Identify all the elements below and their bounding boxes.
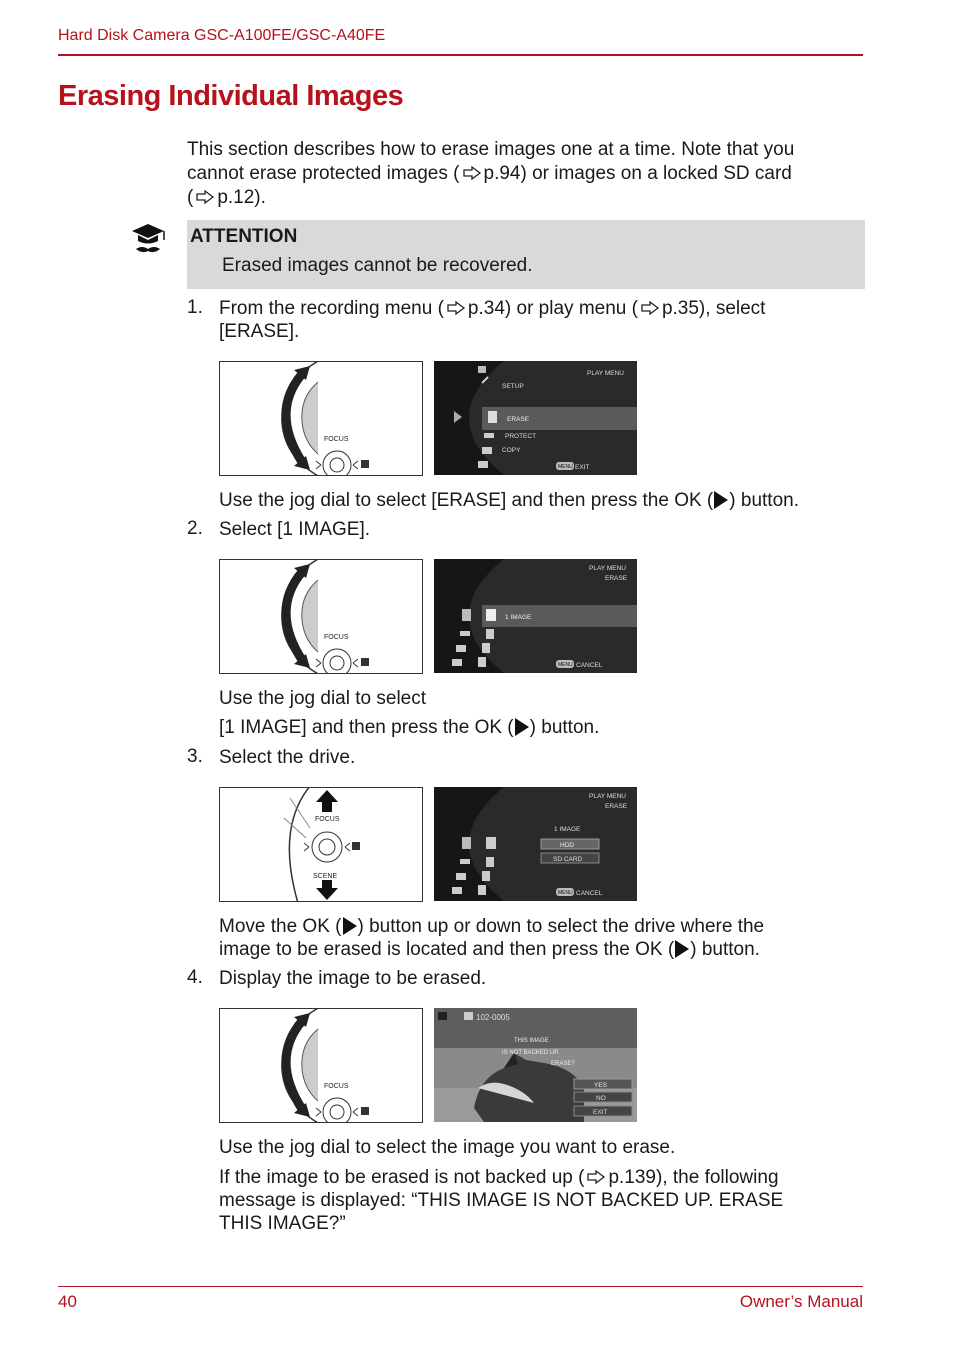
menu-item: SETUP — [502, 383, 524, 390]
menu-item-selected: 1 IMAGE — [505, 614, 532, 621]
step-number: 1. — [187, 297, 203, 318]
running-header: Hard Disk Camera GSC-A100FE/GSC-A40FE — [58, 27, 386, 44]
intro-line-2 — [187, 162, 867, 186]
step-text-part: p.34) or play menu ( — [467, 298, 638, 319]
menu-subtitle: ERASE — [605, 575, 628, 582]
play-menu-screen — [434, 361, 637, 475]
focus-label: FOCUS — [324, 634, 349, 641]
intro-line-1: This section describes how to erase images one at a time. Note that you — [187, 139, 795, 160]
step-number: 4. — [187, 967, 203, 988]
intro-text: cannot erase protected images ( — [187, 163, 460, 184]
menu-title: PLAY MENU — [587, 370, 624, 377]
menu-key: MENU — [558, 464, 573, 470]
step-line — [219, 297, 859, 320]
intro-text: ( — [187, 187, 194, 208]
camera-dial-figure — [219, 361, 423, 476]
menu-item-selected: ERASE — [507, 416, 530, 423]
menu-footer: CANCEL — [576, 662, 603, 669]
page-title: Erasing Individual Images — [58, 80, 404, 112]
graduate-cap-icon — [130, 221, 168, 257]
drive-select-screen — [434, 787, 637, 901]
drive-option-hdd: HDD — [560, 842, 575, 849]
menu-footer: EXIT — [575, 464, 590, 471]
focus-label: FOCUS — [324, 1083, 349, 1090]
intro-text: p.94) or images on a locked SD card — [483, 163, 792, 184]
step-text-part: p.35), select — [661, 298, 766, 319]
step-note-part: ) button up or down to select the drive where the — [357, 916, 765, 937]
step-line — [219, 1166, 859, 1189]
step-note-part: ) button. — [529, 717, 600, 738]
play-triangle-icon — [515, 718, 529, 736]
footer-title: Owner’s Manual — [739, 1292, 863, 1311]
hand-pointer-icon — [446, 300, 466, 316]
focus-label: FOCUS — [324, 436, 349, 443]
message-line: IS NOT BACKED UP. — [502, 1050, 560, 1056]
hand-pointer-icon — [195, 189, 215, 205]
step-number: 3. — [187, 746, 203, 767]
step-line — [219, 938, 859, 961]
step-note: Use the jog dial to select — [219, 688, 427, 709]
attention-text: Erased images cannot be recovered. — [222, 255, 533, 276]
step-note-part: [1 IMAGE] and then press the OK ( — [219, 717, 514, 738]
step-note — [219, 716, 859, 739]
hand-pointer-icon — [640, 300, 660, 316]
drive-option-sd: SD CARD — [553, 856, 583, 863]
step-text-part: From the recording menu ( — [219, 298, 444, 319]
step-note-part: image to be erased is located and then press the OK ( — [219, 939, 675, 960]
file-counter: 102-0005 — [476, 1013, 510, 1022]
step-line: THIS IMAGE?” — [219, 1213, 346, 1234]
message-line: THIS IMAGE — [514, 1038, 549, 1044]
camera-button-figure — [219, 787, 423, 902]
menu-item: PROTECT — [505, 433, 537, 440]
dialog-option-no: NO — [596, 1095, 606, 1102]
message-line: ERASE? — [551, 1061, 575, 1067]
step-note-part: Move the OK ( — [219, 916, 342, 937]
dialog-option-yes: YES — [594, 1082, 608, 1089]
dialog-option-exit: EXIT — [593, 1109, 608, 1116]
menu-subtitle: ERASE — [605, 803, 628, 810]
menu-footer: CANCEL — [576, 890, 603, 897]
menu-key: MENU — [558, 662, 573, 668]
menu-key: MENU — [558, 890, 573, 896]
scene-label: SCENE — [313, 873, 338, 880]
step-note-part: p.139), the following — [608, 1167, 779, 1188]
step-text — [219, 297, 859, 343]
attention-title: ATTENTION — [190, 226, 298, 247]
play-triangle-icon — [343, 917, 357, 935]
step-note — [219, 915, 859, 961]
step-number: 2. — [187, 518, 203, 539]
footer-rule — [58, 1286, 863, 1287]
hand-pointer-icon — [462, 165, 482, 181]
step-text: Display the image to be erased. — [219, 968, 487, 989]
step-text: Select [1 IMAGE]. — [219, 519, 370, 540]
hand-pointer-icon — [586, 1169, 606, 1185]
step-note-part: ) button. — [690, 939, 760, 960]
step-note — [219, 489, 869, 512]
menu-heading: 1 IMAGE — [554, 826, 581, 833]
header-rule — [58, 54, 863, 56]
step-note — [219, 1166, 859, 1235]
intro-paragraph — [187, 138, 867, 210]
intro-line-3 — [187, 186, 867, 210]
menu-title: PLAY MENU — [589, 793, 626, 800]
camera-dial-figure — [219, 559, 423, 674]
page-number: 40 — [58, 1292, 77, 1311]
camera-dial-figure — [219, 1008, 423, 1123]
step-line: [ERASE]. — [219, 321, 300, 342]
focus-label: FOCUS — [315, 816, 340, 823]
step-line — [219, 915, 859, 938]
image-preview-screen — [434, 1008, 637, 1122]
step-note-part: Use the jog dial to select [ERASE] and then press the OK ( — [219, 490, 714, 511]
step-line: message is displayed: “THIS IMAGE IS NOT BACKED UP. ERASE — [219, 1190, 784, 1211]
step-note-part: If the image to be erased is not backed up ( — [219, 1167, 585, 1188]
step-text: Select the drive. — [219, 747, 356, 768]
intro-text: p.12). — [217, 187, 266, 208]
menu-title: PLAY MENU — [589, 565, 626, 572]
erase-menu-screen — [434, 559, 637, 673]
step-note: Use the jog dial to select the image you want to erase. — [219, 1137, 676, 1158]
menu-item: COPY — [502, 447, 521, 454]
step-note-part: ) button. — [729, 490, 799, 511]
play-triangle-icon — [675, 940, 689, 958]
play-triangle-icon — [714, 491, 728, 509]
